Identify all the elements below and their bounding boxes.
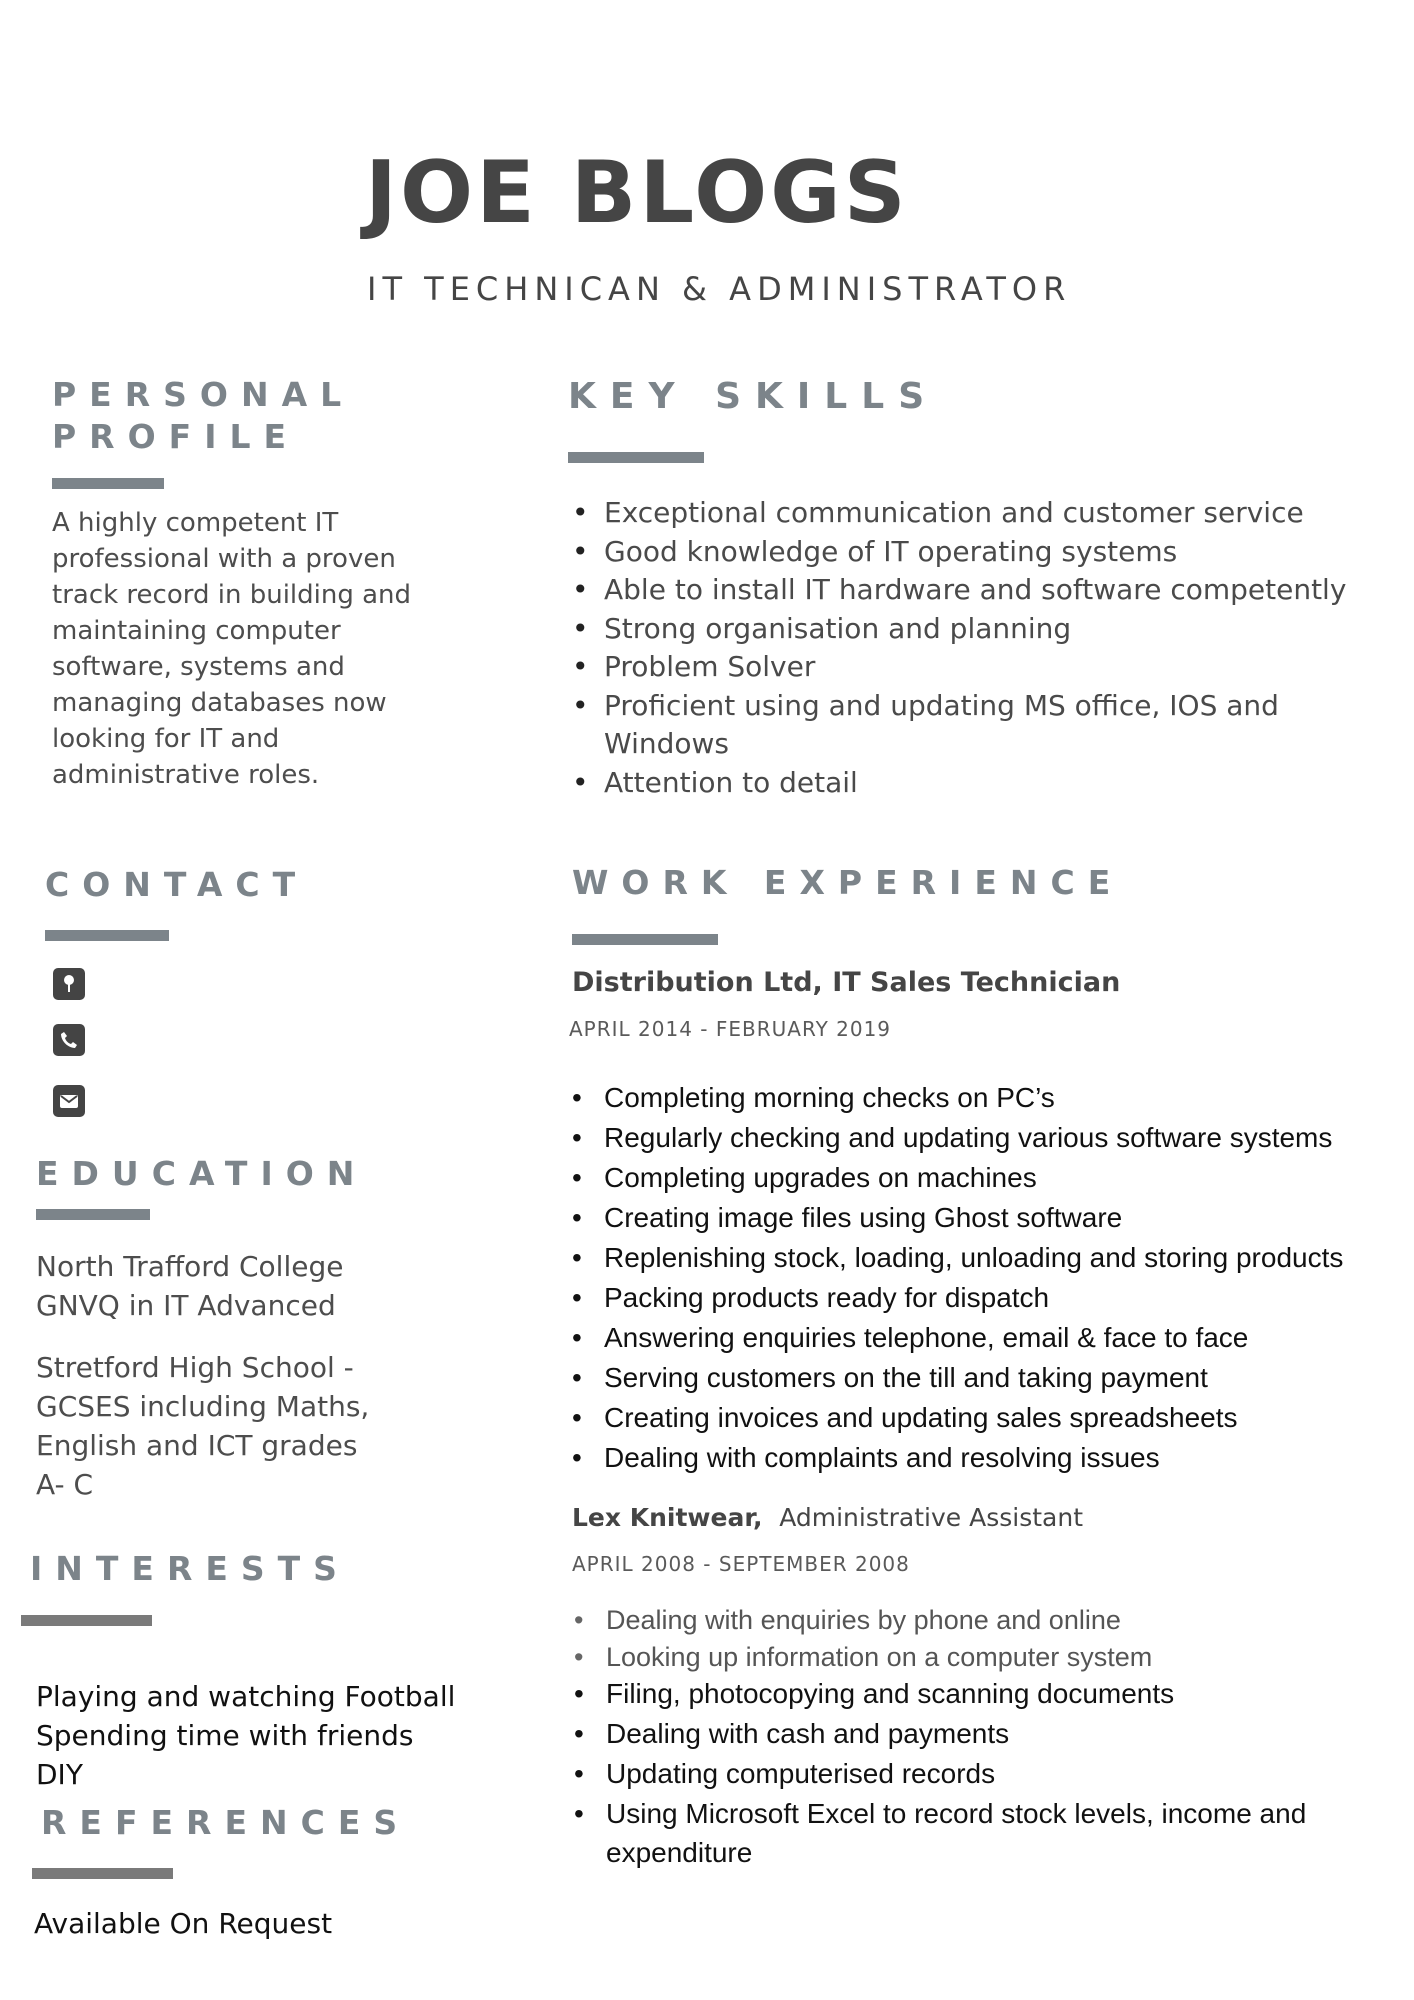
education-heading: EDUCATION xyxy=(36,1154,368,1193)
education-divider xyxy=(36,1209,150,1220)
references-divider xyxy=(32,1868,173,1879)
contact-heading: CONTACT xyxy=(45,865,309,904)
education-qualification: GNVQ in IT Advanced xyxy=(36,1289,336,1322)
job-duties-list xyxy=(568,1078,1398,1478)
duty-item: • Dealing with complaints and resolving issues xyxy=(568,1438,1398,1478)
resume-name: JOE BLOGS xyxy=(365,143,909,243)
interests-list xyxy=(36,1677,516,1794)
education-school: Stretford High School - xyxy=(36,1351,354,1384)
skill-item: • Proficient using and updating MS office, IOS and Windows xyxy=(568,687,1284,764)
personal-profile-heading-line2: PROFILE xyxy=(52,417,300,456)
duty-item: • Updating computerised records xyxy=(570,1754,1400,1794)
interests-divider xyxy=(21,1615,152,1626)
job-company: Lex Knitwear, xyxy=(572,1503,763,1532)
key-skills-list xyxy=(568,494,1368,802)
personal-profile-heading xyxy=(52,374,354,458)
duty-item: • Dealing with enquiries by phone and online xyxy=(570,1600,1400,1640)
key-skills-divider xyxy=(568,452,704,463)
key-skills-heading: KEY SKILLS xyxy=(568,376,939,417)
duty-item: • Completing upgrades on machines xyxy=(568,1158,1398,1198)
skill-item: • Strong organisation and planning xyxy=(568,610,1368,649)
education-qualification: English and ICT grades xyxy=(36,1429,358,1462)
duty-item: • Regularly checking and updating various software systems xyxy=(568,1118,1398,1158)
education-entries xyxy=(36,1247,456,1504)
duty-item: • Using Microsoft Excel to record stock levels, income and expenditure xyxy=(570,1794,1366,1872)
job-dates: APRIL 2014 - FEBRUARY 2019 xyxy=(569,1017,892,1041)
work-experience-heading: WORK EXPERIENCE xyxy=(572,863,1124,902)
job-dates: APRIL 2008 - SEPTEMBER 2008 xyxy=(572,1552,910,1576)
duty-item: • Serving customers on the till and taking payment xyxy=(568,1358,1398,1398)
work-experience-divider xyxy=(572,934,718,945)
interest-item: Spending time with friends xyxy=(36,1719,414,1752)
interest-item: DIY xyxy=(36,1758,83,1791)
skill-item: • Attention to detail xyxy=(568,764,1368,803)
duty-item: • Looking up information on a computer system xyxy=(570,1640,1400,1674)
interest-item: Playing and watching Football xyxy=(36,1680,456,1713)
duty-item: • Replenishing stock, loading, unloading and storing products xyxy=(568,1238,1398,1278)
duty-item: • Dealing with cash and payments xyxy=(570,1714,1400,1754)
education-qualification: GCSES including Maths, xyxy=(36,1390,370,1423)
education-school: North Trafford College xyxy=(36,1250,344,1283)
contact-divider xyxy=(45,930,169,941)
job-duties-list xyxy=(570,1600,1400,1872)
job-role: Administrative Assistant xyxy=(779,1503,1084,1532)
job-heading xyxy=(572,1503,1083,1532)
skill-item: • Problem Solver xyxy=(568,648,1368,687)
location-pin-icon xyxy=(53,968,85,1000)
references-heading: REFERENCES xyxy=(41,1803,411,1842)
phone-icon xyxy=(53,1024,85,1056)
personal-profile-text: A highly competent IT professional with a proven track record in building and maintaining computer software, systems and managing databases now looking for IT and administrative roles. xyxy=(52,508,412,790)
references-text: Available On Request xyxy=(34,1907,333,1940)
skill-item: • Good knowledge of IT operating systems xyxy=(568,533,1368,572)
personal-profile-divider xyxy=(52,478,164,489)
interests-heading: INTERESTS xyxy=(30,1549,350,1588)
skill-item: • Exceptional communication and customer service xyxy=(568,494,1368,533)
personal-profile-heading-line1: PERSONAL xyxy=(52,375,355,414)
job-heading xyxy=(572,967,1120,998)
education-qualification: A- C xyxy=(36,1468,94,1501)
duty-item: • Packing products ready for dispatch xyxy=(568,1278,1398,1318)
duty-item: • Answering enquiries telephone, email & face to face xyxy=(568,1318,1398,1358)
envelope-icon xyxy=(53,1085,85,1117)
skill-item: • Able to install IT hardware and software competently xyxy=(568,571,1368,610)
duty-item: • Creating invoices and updating sales spreadsheets xyxy=(568,1398,1398,1438)
job-title-subtitle: IT TECHNICAN & ADMINISTRATOR xyxy=(367,270,1072,308)
duty-item: • Completing morning checks on PC’s xyxy=(568,1078,1398,1118)
job-company: Distribution Ltd, IT Sales Technician xyxy=(572,967,1121,998)
duty-item: • Creating image files using Ghost software xyxy=(568,1198,1398,1238)
duty-item: • Filing, photocopying and scanning documents xyxy=(570,1674,1400,1714)
